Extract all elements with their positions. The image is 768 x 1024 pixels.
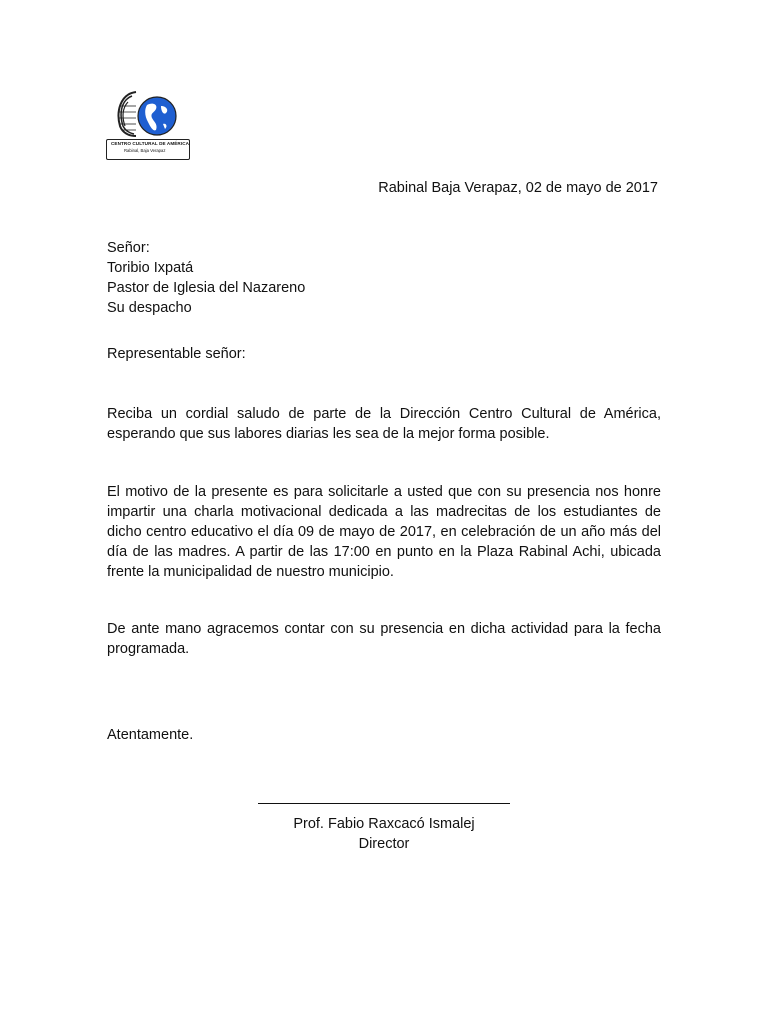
body-paragraph-3: De ante mano agracemos contar con su presencia en dicha actividad para la fecha programada. [107,621,661,657]
globe-logo-icon [106,86,192,142]
recipient-block [107,238,305,318]
recipient-office: Su despacho [107,300,192,316]
recipient-position: Pastor de Iglesia del Nazareno [107,280,306,296]
closing: Atentamente. [107,727,194,743]
recipient-name: Toribio Ixpatá [107,260,194,276]
logo-name: CENTRO CULTURAL DE AMÉRICA [111,141,190,146]
signature-line [258,803,510,804]
body-paragraph-1: Reciba un cordial saludo de parte de la Dirección Centro Cultural de América, esperando que sus labores diarias les sea de la mejor forma posible. [107,406,661,442]
logo-caption-box [106,139,190,160]
greeting: Representable señor: [107,346,246,362]
body-paragraph-2: El motivo de la presente es para solicitarle a usted que con su presencia nos honre impartir una charla motivacional dedicada a las madrecitas de los estudiantes de dicho centro educativo el día 09 de mayo de 2017, en celebración de un año más del día de las madres. A partir de las 17:00 en punto en la Plaza Rabinal Achi, ubicada frente la municipalidad de nuestro municipio. [107,484,661,580]
signer-name: Prof. Fabio Raxcacó Ismalej [293,816,475,832]
logo-place: Rabinal, Baja Verapaz [124,148,166,153]
institution-logo [106,86,192,162]
date-line: Rabinal Baja Verapaz, 02 de mayo de 2017 [378,180,658,196]
recipient-salutation: Señor: [107,240,150,256]
signer-title: Director [358,836,410,852]
